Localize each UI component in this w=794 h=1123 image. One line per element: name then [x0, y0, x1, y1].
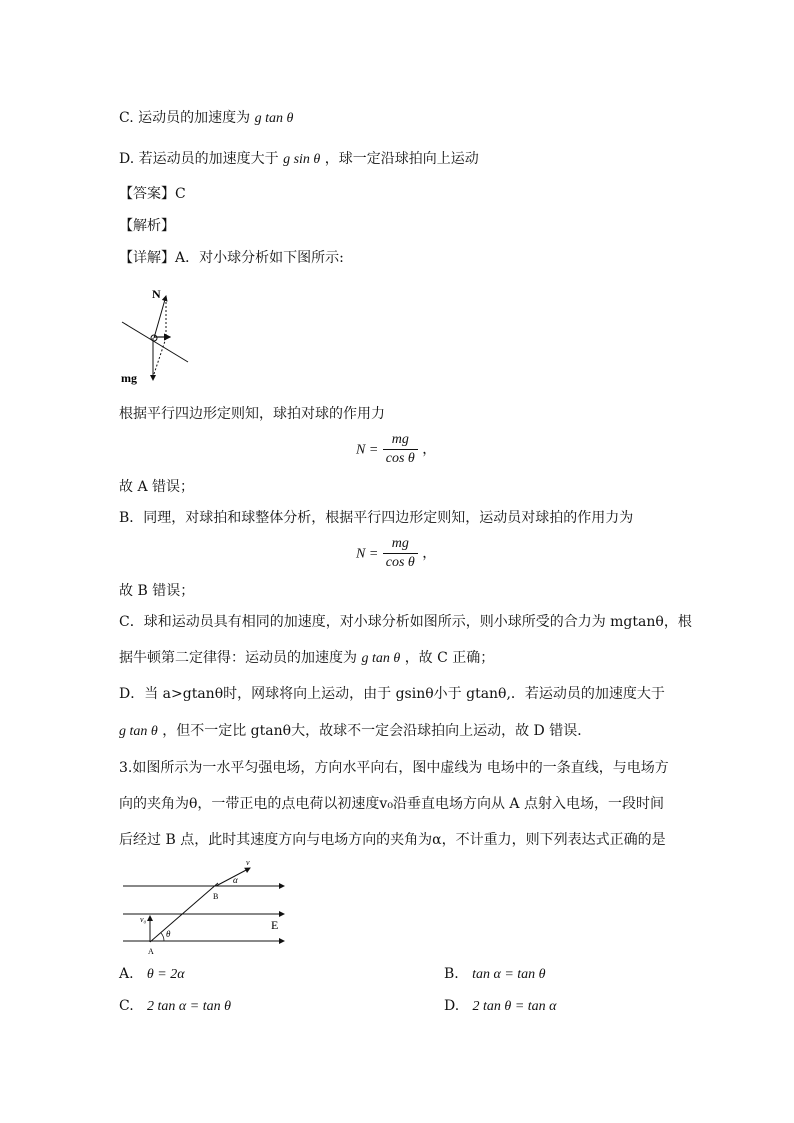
- prev-option-d-text-a: D. 若运动员的加速度大于: [119, 151, 279, 167]
- label-n: N: [152, 287, 161, 301]
- option-a[interactable]: [119, 966, 185, 983]
- formula-1-den: cos θ: [385, 451, 415, 466]
- c-line-1: C．球和运动员具有相同的加速度，对小球分析如图所示，则小球所受的合力为 mgtanθ，根: [119, 614, 692, 630]
- prev-option-c: [119, 108, 293, 129]
- formula-1: [356, 432, 436, 467]
- label-v: v: [246, 858, 250, 867]
- d-line-2-math: g tan θ: [119, 724, 158, 739]
- option-b[interactable]: [444, 966, 546, 983]
- detail-line: [119, 248, 344, 268]
- label-theta: θ: [166, 929, 171, 939]
- d-line-1: D．当 a>gtanθ时，网球将向上运动，由于 gsinθ小于 gtanθ,．若运动员的加速度大于: [119, 686, 665, 702]
- formula-2-tail: ，: [422, 545, 437, 562]
- label-b: B: [213, 892, 219, 901]
- option-b-expr: tan α = tan θ: [472, 967, 546, 982]
- option-a-expr: θ = 2α: [146, 967, 185, 982]
- answer-value: C: [175, 186, 186, 202]
- option-d[interactable]: [444, 998, 557, 1015]
- answer-label: 【答案】: [119, 186, 175, 202]
- formula-2-num: mg: [383, 536, 418, 554]
- option-a-key: A.: [119, 966, 134, 982]
- q3-line-3: 后经过 B 点，此时其速度方向与电场方向的夹角为α，不计重力，则下列表达式正确的是: [119, 832, 666, 848]
- dashed-straight-line: [150, 883, 218, 942]
- force-diagram: [116, 284, 196, 388]
- c-line-2-a: 据牛顿第二定律得：运动员的加速度为: [119, 650, 357, 666]
- option-d-expr: 2 tan θ = tan α: [472, 999, 557, 1014]
- option-c-expr: 2 tan α = tan θ: [147, 999, 231, 1014]
- analysis-label: 【解析】: [119, 218, 175, 234]
- detail-text: A．对小球分析如下图所示:: [175, 250, 344, 266]
- field-diagram: [118, 856, 290, 960]
- formula-2-fraction: [383, 536, 418, 571]
- c-line-2-math: g tan θ: [361, 651, 401, 666]
- formula-1-lhs: N =: [356, 442, 379, 458]
- prev-option-d: [119, 149, 479, 170]
- label-mg: mg: [121, 371, 137, 385]
- detail-label: 【详解】: [119, 250, 175, 266]
- c-line-2: [119, 648, 494, 669]
- formula-2-den: cos θ: [385, 555, 415, 570]
- prev-option-d-text-b: ，球一定沿球拍向上运动: [324, 151, 479, 167]
- b-line: B．同理，对球拍和球整体分析，根据平行四边形定则知，运动员对球拍的作用力为: [119, 510, 634, 526]
- normal-force-arrow: [154, 296, 166, 338]
- label-a: A: [148, 947, 154, 956]
- option-c[interactable]: [119, 998, 231, 1015]
- formula-1-tail: ，: [422, 441, 437, 458]
- prev-option-c-math: g tan θ: [254, 111, 294, 126]
- d-line-2: [119, 721, 591, 742]
- parallelogram-line: 根据平行四边形定则知，球拍对球的作用力: [119, 406, 385, 422]
- formula-2-lhs: N =: [356, 546, 379, 562]
- theta-arc: [161, 933, 164, 941]
- answer-line: [119, 184, 186, 204]
- label-v0: v₀: [140, 915, 147, 924]
- q3-line-2: 向的夹角为θ，一带正电的点电荷以初速度v₀沿垂直电场方向从 A 点射入电场，一段时间: [119, 796, 664, 812]
- a-wrong: 故 A 错误；: [119, 479, 195, 495]
- d-line-2-b: ，但不一定比 gtanθ大，故球不一定会沿球拍向上运动，故 D 错误．: [162, 723, 592, 739]
- formula-1-num: mg: [383, 432, 418, 450]
- prev-option-d-math: g sin θ: [283, 152, 321, 167]
- option-b-key: B.: [444, 966, 459, 982]
- option-c-key: C.: [119, 998, 134, 1014]
- option-d-key: D.: [444, 998, 460, 1014]
- label-e: E: [271, 918, 279, 932]
- c-line-2-b: ，故 C 正确；: [404, 650, 495, 666]
- formula-1-fraction: [383, 432, 418, 467]
- b-wrong: 故 B 错误；: [119, 583, 195, 599]
- racket-line: [122, 322, 188, 362]
- formula-2: [356, 536, 436, 571]
- dashed-diagonal: [154, 338, 166, 374]
- prev-option-c-text: C. 运动员的加速度为: [119, 110, 251, 126]
- q3-line-1: 3.如图所示为一水平匀强电场，方向水平向右，图中虚线为 电场中的一条直线，与电场方: [119, 760, 669, 776]
- label-alpha: α: [233, 875, 238, 885]
